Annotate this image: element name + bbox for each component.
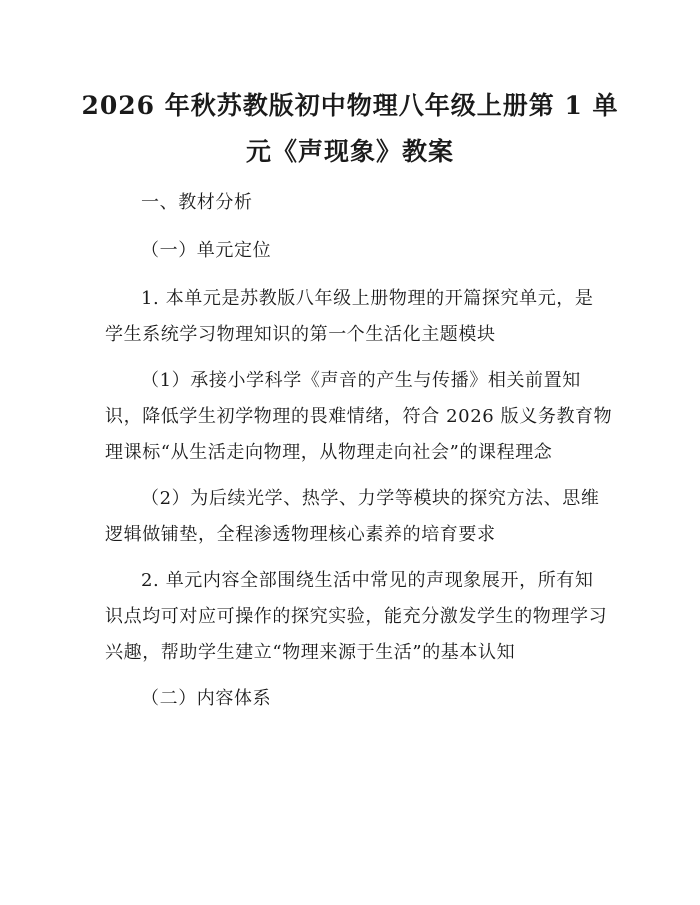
- document-title-line-2: 元《声现象》教案: [245, 137, 454, 166]
- paragraph-3-line-2: 逻辑做铺垫，全程渗透物理核心素养的培育要求: [105, 524, 496, 545]
- subheading-content-system: （二）内容体系: [141, 688, 272, 709]
- paragraph-2-line-1: （1）承接小学科学《声音的产生与传播》相关前置知: [141, 370, 581, 391]
- section-heading-teaching-material-analysis: 一、教材分析: [141, 192, 253, 213]
- paragraph-1-line-1: 1. 本单元是苏教版八年级上册物理的开篇探究单元，是: [141, 288, 594, 309]
- paragraph-1-line-2: 学生系统学习物理知识的第一个生活化主题模块: [105, 324, 496, 345]
- subheading-unit-positioning: （一）单元定位: [141, 240, 272, 261]
- paragraph-4-line-2: 识点均可对应可操作的探究实验，能充分激发学生的物理学习: [105, 606, 608, 627]
- paragraph-4-line-3: 兴趣，帮助学生建立“物理来源于生活”的基本认知: [105, 642, 516, 663]
- paragraph-3-line-1: （2）为后续光学、热学、力学等模块的探究方法、思维: [141, 488, 600, 509]
- paragraph-2-line-2: 识，降低学生初学物理的畏难情绪，符合 2026 版义务教育物: [105, 406, 613, 427]
- paragraph-2-line-3: 理课标“从生活走向物理，从物理走向社会”的课程理念: [105, 442, 553, 463]
- document-title-line-1: 2026 年秋苏教版初中物理八年级上册第 1 单: [81, 91, 619, 120]
- paragraph-4-line-1: 2. 单元内容全部围绕生活中常见的声现象展开，所有知: [141, 570, 594, 591]
